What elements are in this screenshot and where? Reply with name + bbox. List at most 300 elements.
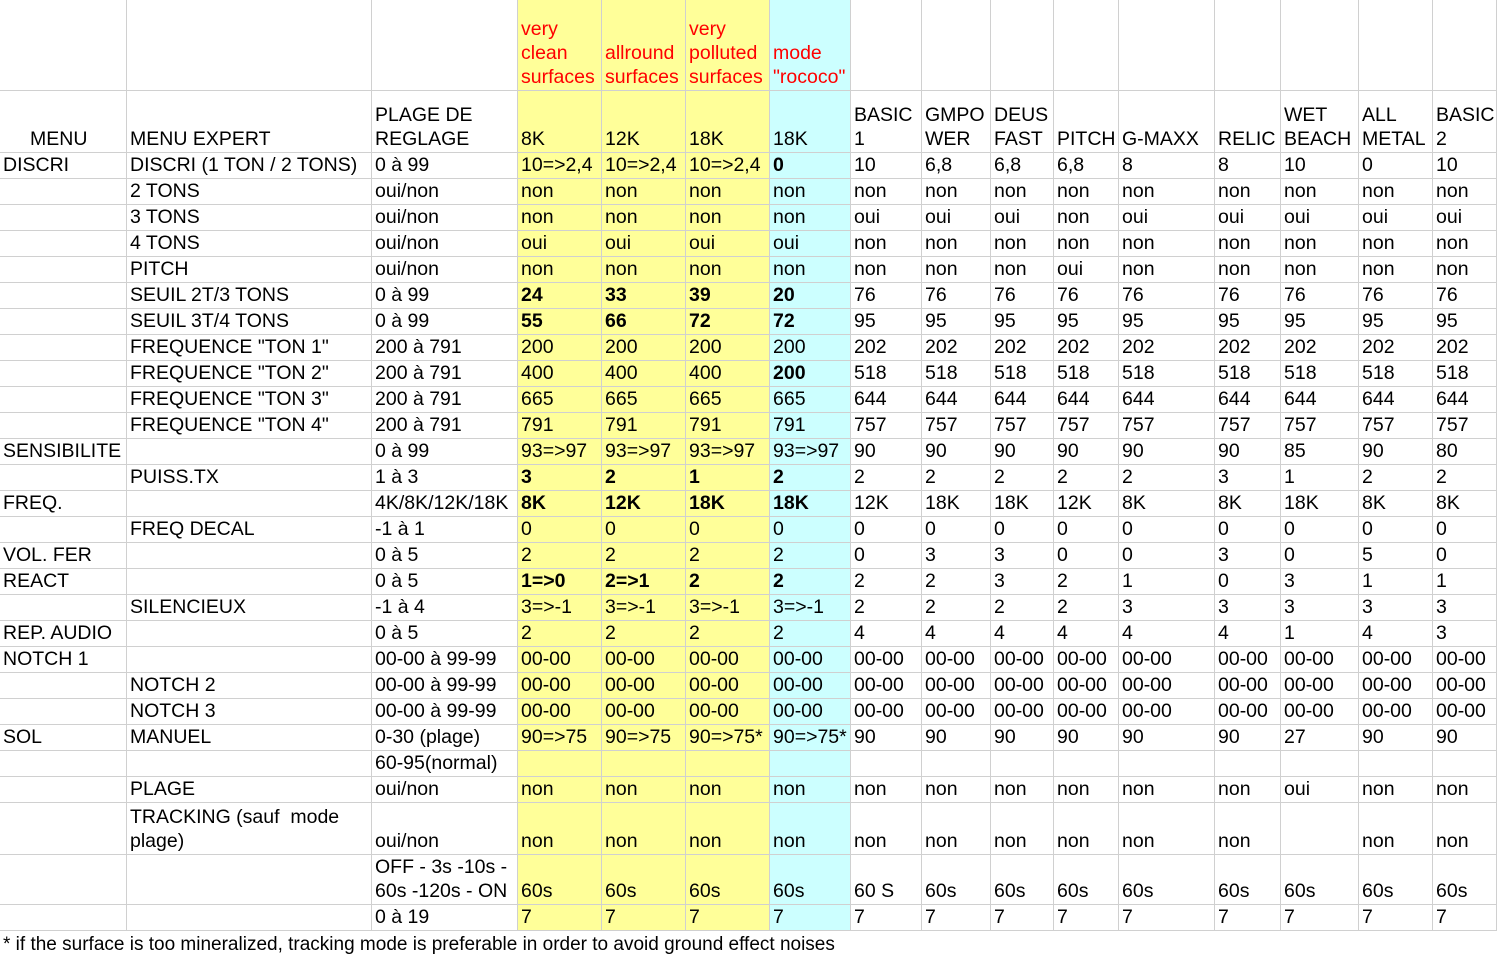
table-cell[interactable]: [991, 205, 1054, 231]
table-cell[interactable]: [1215, 517, 1281, 543]
table-cell[interactable]: [922, 205, 991, 231]
table-cell[interactable]: [1215, 621, 1281, 647]
expert-cell[interactable]: [127, 153, 372, 179]
table-cell[interactable]: [1433, 647, 1497, 673]
table-cell[interactable]: [372, 283, 518, 309]
table-cell[interactable]: [372, 803, 518, 855]
table-cell[interactable]: [518, 205, 602, 231]
table-cell[interactable]: [922, 777, 991, 803]
table-cell[interactable]: [518, 803, 602, 855]
expert-cell[interactable]: [127, 413, 372, 439]
table-cell[interactable]: [770, 361, 851, 387]
table-cell[interactable]: [1215, 905, 1281, 931]
table-cell[interactable]: [851, 699, 922, 725]
table-cell[interactable]: [1433, 413, 1497, 439]
table-cell[interactable]: [991, 465, 1054, 491]
expert-cell[interactable]: [127, 543, 372, 569]
table-cell[interactable]: [851, 725, 922, 751]
table-cell[interactable]: [602, 699, 686, 725]
table-cell[interactable]: [1433, 491, 1497, 517]
table-cell[interactable]: [1359, 153, 1433, 179]
table-cell[interactable]: [1281, 673, 1359, 699]
table-cell[interactable]: [770, 855, 851, 905]
table-cell[interactable]: [686, 699, 770, 725]
table-cell[interactable]: [1359, 491, 1433, 517]
table-cell[interactable]: [1281, 205, 1359, 231]
table-cell[interactable]: [991, 621, 1054, 647]
table-cell[interactable]: [1119, 673, 1215, 699]
table-cell[interactable]: [1281, 905, 1359, 931]
table-cell[interactable]: [372, 905, 518, 931]
menu-cell[interactable]: [0, 569, 127, 595]
table-cell[interactable]: [991, 905, 1054, 931]
table-cell[interactable]: [1054, 231, 1119, 257]
header-cell[interactable]: [518, 91, 602, 153]
table-cell[interactable]: [1359, 283, 1433, 309]
table-cell[interactable]: [686, 621, 770, 647]
table-cell[interactable]: [991, 751, 1054, 777]
table-cell[interactable]: [1119, 569, 1215, 595]
table-cell[interactable]: [372, 361, 518, 387]
table-cell[interactable]: [1054, 621, 1119, 647]
table-cell[interactable]: [1054, 595, 1119, 621]
table-cell[interactable]: [518, 491, 602, 517]
table-cell[interactable]: [922, 673, 991, 699]
table-cell[interactable]: [602, 335, 686, 361]
table-cell[interactable]: [1281, 439, 1359, 465]
table-cell[interactable]: [372, 569, 518, 595]
table-cell[interactable]: [991, 517, 1054, 543]
table-cell[interactable]: [851, 491, 922, 517]
table-cell[interactable]: [372, 699, 518, 725]
table-cell[interactable]: [602, 387, 686, 413]
expert-cell[interactable]: [127, 439, 372, 465]
table-cell[interactable]: [922, 413, 991, 439]
table-cell[interactable]: [372, 673, 518, 699]
table-cell[interactable]: [922, 465, 991, 491]
table-cell[interactable]: [602, 905, 686, 931]
note-cell[interactable]: [1119, 0, 1215, 91]
table-cell[interactable]: [1433, 335, 1497, 361]
menu-cell[interactable]: [0, 205, 127, 231]
table-cell[interactable]: [770, 621, 851, 647]
table-cell[interactable]: [518, 153, 602, 179]
table-cell[interactable]: [1281, 491, 1359, 517]
table-cell[interactable]: [1359, 621, 1433, 647]
table-cell[interactable]: [602, 543, 686, 569]
table-cell[interactable]: [1054, 855, 1119, 905]
table-cell[interactable]: [1054, 777, 1119, 803]
menu-cell[interactable]: [0, 517, 127, 543]
table-cell[interactable]: [518, 231, 602, 257]
table-cell[interactable]: [1119, 699, 1215, 725]
table-cell[interactable]: [518, 413, 602, 439]
table-cell[interactable]: [1119, 543, 1215, 569]
table-cell[interactable]: [1119, 517, 1215, 543]
expert-cell[interactable]: [127, 231, 372, 257]
table-cell[interactable]: [518, 725, 602, 751]
menu-cell[interactable]: [0, 361, 127, 387]
table-cell[interactable]: [770, 543, 851, 569]
table-cell[interactable]: [1433, 309, 1497, 335]
menu-cell[interactable]: [0, 413, 127, 439]
table-cell[interactable]: [1119, 153, 1215, 179]
header-cell[interactable]: [922, 91, 991, 153]
table-cell[interactable]: [1281, 387, 1359, 413]
table-cell[interactable]: [1359, 179, 1433, 205]
table-cell[interactable]: [1433, 543, 1497, 569]
table-cell[interactable]: [1215, 153, 1281, 179]
table-cell[interactable]: [991, 361, 1054, 387]
table-cell[interactable]: [518, 387, 602, 413]
expert-cell[interactable]: [127, 465, 372, 491]
table-cell[interactable]: [770, 595, 851, 621]
expert-cell[interactable]: [127, 777, 372, 803]
table-cell[interactable]: [372, 595, 518, 621]
table-cell[interactable]: [1215, 439, 1281, 465]
table-cell[interactable]: [991, 543, 1054, 569]
table-cell[interactable]: [922, 905, 991, 931]
table-cell[interactable]: [1054, 257, 1119, 283]
table-cell[interactable]: [851, 647, 922, 673]
expert-cell[interactable]: [127, 647, 372, 673]
table-cell[interactable]: [1215, 699, 1281, 725]
table-cell[interactable]: [602, 413, 686, 439]
table-cell[interactable]: [1215, 361, 1281, 387]
table-cell[interactable]: [518, 283, 602, 309]
table-cell[interactable]: [372, 491, 518, 517]
table-cell[interactable]: [1119, 335, 1215, 361]
header-cell[interactable]: [602, 91, 686, 153]
table-cell[interactable]: [1054, 751, 1119, 777]
table-cell[interactable]: [1119, 439, 1215, 465]
table-cell[interactable]: [770, 647, 851, 673]
table-cell[interactable]: [1215, 725, 1281, 751]
table-cell[interactable]: [372, 387, 518, 413]
note-cell[interactable]: [1359, 0, 1433, 91]
table-cell[interactable]: [922, 153, 991, 179]
table-cell[interactable]: [1433, 465, 1497, 491]
table-cell[interactable]: [602, 517, 686, 543]
expert-cell[interactable]: [127, 855, 372, 905]
table-cell[interactable]: [1433, 699, 1497, 725]
header-cell[interactable]: [1281, 91, 1359, 153]
note-cell[interactable]: [602, 0, 686, 91]
table-cell[interactable]: [1054, 569, 1119, 595]
table-cell[interactable]: [602, 751, 686, 777]
table-cell[interactable]: [851, 439, 922, 465]
table-cell[interactable]: [922, 543, 991, 569]
table-cell[interactable]: [1359, 647, 1433, 673]
table-cell[interactable]: [686, 387, 770, 413]
table-cell[interactable]: [602, 257, 686, 283]
table-cell[interactable]: [770, 751, 851, 777]
table-cell[interactable]: [686, 413, 770, 439]
table-cell[interactable]: [1433, 777, 1497, 803]
menu-cell[interactable]: [0, 491, 127, 517]
table-cell[interactable]: [518, 517, 602, 543]
header-cell[interactable]: [1215, 91, 1281, 153]
table-cell[interactable]: [686, 517, 770, 543]
table-cell[interactable]: [1215, 595, 1281, 621]
table-cell[interactable]: [1281, 699, 1359, 725]
table-cell[interactable]: [1433, 725, 1497, 751]
table-cell[interactable]: [991, 725, 1054, 751]
table-cell[interactable]: [991, 855, 1054, 905]
table-cell[interactable]: [1359, 413, 1433, 439]
table-cell[interactable]: [1281, 569, 1359, 595]
table-cell[interactable]: [851, 231, 922, 257]
expert-cell[interactable]: [127, 335, 372, 361]
table-cell[interactable]: [518, 751, 602, 777]
expert-cell[interactable]: [127, 725, 372, 751]
table-cell[interactable]: [1359, 465, 1433, 491]
table-cell[interactable]: [991, 803, 1054, 855]
note-cell[interactable]: [0, 0, 127, 91]
table-cell[interactable]: [1433, 231, 1497, 257]
table-cell[interactable]: [991, 257, 1054, 283]
table-cell[interactable]: [1359, 439, 1433, 465]
table-cell[interactable]: [602, 803, 686, 855]
menu-cell[interactable]: [0, 439, 127, 465]
table-cell[interactable]: [922, 361, 991, 387]
table-cell[interactable]: [372, 647, 518, 673]
menu-cell[interactable]: [0, 777, 127, 803]
header-cell[interactable]: [127, 91, 372, 153]
table-cell[interactable]: [1281, 465, 1359, 491]
table-cell[interactable]: [851, 335, 922, 361]
table-cell[interactable]: [686, 283, 770, 309]
table-cell[interactable]: [1281, 621, 1359, 647]
table-cell[interactable]: [770, 569, 851, 595]
table-cell[interactable]: [1215, 465, 1281, 491]
table-cell[interactable]: [851, 621, 922, 647]
table-cell[interactable]: [770, 387, 851, 413]
table-cell[interactable]: [372, 855, 518, 905]
table-cell[interactable]: [1359, 231, 1433, 257]
table-cell[interactable]: [602, 673, 686, 699]
table-cell[interactable]: [1054, 335, 1119, 361]
table-cell[interactable]: [372, 465, 518, 491]
table-cell[interactable]: [602, 491, 686, 517]
table-cell[interactable]: [851, 803, 922, 855]
table-cell[interactable]: [991, 413, 1054, 439]
table-cell[interactable]: [602, 205, 686, 231]
note-cell[interactable]: [127, 0, 372, 91]
table-cell[interactable]: [1359, 257, 1433, 283]
table-cell[interactable]: [1359, 855, 1433, 905]
expert-cell[interactable]: [127, 569, 372, 595]
table-cell[interactable]: [770, 257, 851, 283]
table-cell[interactable]: [1281, 179, 1359, 205]
table-cell[interactable]: [1119, 309, 1215, 335]
table-cell[interactable]: [1281, 153, 1359, 179]
header-cell[interactable]: [372, 91, 518, 153]
table-cell[interactable]: [602, 309, 686, 335]
table-cell[interactable]: [1119, 621, 1215, 647]
table-cell[interactable]: [1119, 413, 1215, 439]
table-cell[interactable]: [1359, 361, 1433, 387]
table-cell[interactable]: [991, 699, 1054, 725]
table-cell[interactable]: [1215, 751, 1281, 777]
table-cell[interactable]: [372, 751, 518, 777]
table-cell[interactable]: [1359, 569, 1433, 595]
table-cell[interactable]: [686, 153, 770, 179]
table-cell[interactable]: [686, 335, 770, 361]
table-cell[interactable]: [1215, 803, 1281, 855]
table-cell[interactable]: [1054, 153, 1119, 179]
table-cell[interactable]: [770, 905, 851, 931]
table-cell[interactable]: [602, 153, 686, 179]
table-cell[interactable]: [518, 543, 602, 569]
header-cell[interactable]: [991, 91, 1054, 153]
table-cell[interactable]: [770, 205, 851, 231]
table-cell[interactable]: [851, 205, 922, 231]
table-cell[interactable]: [851, 543, 922, 569]
table-cell[interactable]: [922, 309, 991, 335]
table-cell[interactable]: [1359, 673, 1433, 699]
table-cell[interactable]: [770, 803, 851, 855]
table-cell[interactable]: [922, 725, 991, 751]
table-cell[interactable]: [1281, 777, 1359, 803]
table-cell[interactable]: [602, 179, 686, 205]
table-cell[interactable]: [602, 595, 686, 621]
table-cell[interactable]: [1281, 231, 1359, 257]
table-cell[interactable]: [1281, 361, 1359, 387]
table-cell[interactable]: [1281, 335, 1359, 361]
table-cell[interactable]: [1054, 647, 1119, 673]
table-cell[interactable]: [1054, 413, 1119, 439]
expert-cell[interactable]: [127, 751, 372, 777]
table-cell[interactable]: [1054, 803, 1119, 855]
table-cell[interactable]: [1433, 595, 1497, 621]
table-cell[interactable]: [1433, 855, 1497, 905]
table-cell[interactable]: [1119, 387, 1215, 413]
table-cell[interactable]: [686, 231, 770, 257]
table-cell[interactable]: [372, 309, 518, 335]
table-cell[interactable]: [922, 283, 991, 309]
table-cell[interactable]: [1433, 153, 1497, 179]
table-cell[interactable]: [1215, 179, 1281, 205]
menu-cell[interactable]: [0, 231, 127, 257]
table-cell[interactable]: [991, 439, 1054, 465]
table-cell[interactable]: [372, 725, 518, 751]
table-cell[interactable]: [770, 699, 851, 725]
menu-cell[interactable]: [0, 465, 127, 491]
table-cell[interactable]: [1281, 309, 1359, 335]
table-cell[interactable]: [686, 491, 770, 517]
table-cell[interactable]: [518, 335, 602, 361]
header-cell[interactable]: [1054, 91, 1119, 153]
table-cell[interactable]: [602, 725, 686, 751]
table-cell[interactable]: [686, 725, 770, 751]
table-cell[interactable]: [518, 673, 602, 699]
expert-cell[interactable]: [127, 699, 372, 725]
table-cell[interactable]: [851, 179, 922, 205]
table-cell[interactable]: [1433, 283, 1497, 309]
table-cell[interactable]: [851, 855, 922, 905]
expert-cell[interactable]: [127, 387, 372, 413]
table-cell[interactable]: [922, 491, 991, 517]
table-cell[interactable]: [518, 361, 602, 387]
table-cell[interactable]: [372, 543, 518, 569]
note-cell[interactable]: [922, 0, 991, 91]
table-cell[interactable]: [922, 335, 991, 361]
table-cell[interactable]: [686, 179, 770, 205]
table-cell[interactable]: [1215, 413, 1281, 439]
table-cell[interactable]: [1215, 387, 1281, 413]
table-cell[interactable]: [372, 153, 518, 179]
note-cell[interactable]: [686, 0, 770, 91]
table-cell[interactable]: [1054, 543, 1119, 569]
table-cell[interactable]: [1054, 491, 1119, 517]
expert-cell[interactable]: [127, 205, 372, 231]
table-cell[interactable]: [922, 231, 991, 257]
menu-cell[interactable]: [0, 153, 127, 179]
table-cell[interactable]: [1215, 569, 1281, 595]
table-cell[interactable]: [922, 855, 991, 905]
table-cell[interactable]: [1119, 777, 1215, 803]
table-cell[interactable]: [1281, 543, 1359, 569]
table-cell[interactable]: [1215, 205, 1281, 231]
expert-cell[interactable]: [127, 361, 372, 387]
menu-cell[interactable]: [0, 855, 127, 905]
table-cell[interactable]: [1119, 855, 1215, 905]
table-cell[interactable]: [851, 777, 922, 803]
table-cell[interactable]: [518, 179, 602, 205]
table-cell[interactable]: [922, 803, 991, 855]
table-cell[interactable]: [770, 439, 851, 465]
table-cell[interactable]: [851, 283, 922, 309]
table-cell[interactable]: [1119, 205, 1215, 231]
table-cell[interactable]: [991, 595, 1054, 621]
table-cell[interactable]: [602, 777, 686, 803]
table-cell[interactable]: [1215, 283, 1281, 309]
menu-cell[interactable]: [0, 905, 127, 931]
table-cell[interactable]: [1119, 803, 1215, 855]
table-cell[interactable]: [1054, 725, 1119, 751]
table-cell[interactable]: [602, 231, 686, 257]
table-cell[interactable]: [770, 283, 851, 309]
table-cell[interactable]: [770, 309, 851, 335]
expert-cell[interactable]: [127, 673, 372, 699]
menu-cell[interactable]: [0, 803, 127, 855]
table-cell[interactable]: [1119, 179, 1215, 205]
table-cell[interactable]: [1433, 569, 1497, 595]
table-cell[interactable]: [1119, 231, 1215, 257]
header-cell[interactable]: [1433, 91, 1497, 153]
table-cell[interactable]: [991, 283, 1054, 309]
note-cell[interactable]: [372, 0, 518, 91]
table-cell[interactable]: [1119, 647, 1215, 673]
table-cell[interactable]: [1359, 803, 1433, 855]
table-cell[interactable]: [922, 595, 991, 621]
table-cell[interactable]: [922, 257, 991, 283]
table-cell[interactable]: [1433, 751, 1497, 777]
table-cell[interactable]: [1433, 387, 1497, 413]
table-cell[interactable]: [1359, 205, 1433, 231]
menu-cell[interactable]: [0, 257, 127, 283]
table-cell[interactable]: [518, 855, 602, 905]
table-cell[interactable]: [851, 465, 922, 491]
table-cell[interactable]: [1433, 179, 1497, 205]
table-cell[interactable]: [518, 777, 602, 803]
table-cell[interactable]: [991, 387, 1054, 413]
table-cell[interactable]: [851, 361, 922, 387]
table-cell[interactable]: [1433, 803, 1497, 855]
table-cell[interactable]: [851, 905, 922, 931]
expert-cell[interactable]: [127, 595, 372, 621]
